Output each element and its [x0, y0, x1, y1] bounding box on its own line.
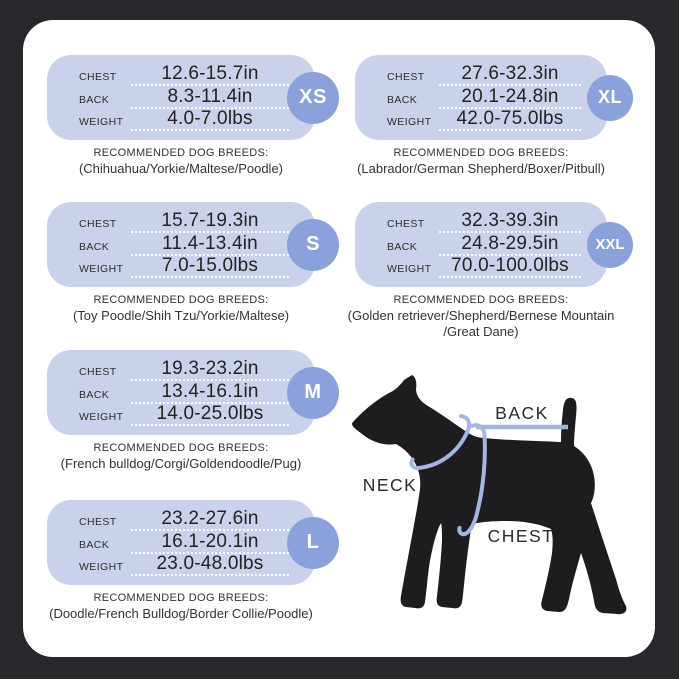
measurement-row-chest: [79, 211, 289, 233]
back-label: BACK: [387, 240, 418, 253]
measurement-row-back: [79, 531, 289, 553]
chest-value: 23.2-27.6in: [161, 508, 259, 530]
size-badge-xl: XL: [587, 75, 633, 121]
breeds-list: (French bulldog/Corgi/Goldendoodle/Pug): [60, 456, 302, 471]
measurement-row-back: [79, 381, 289, 403]
size-section-xxl: [347, 202, 625, 339]
measurement-row-weight: [387, 256, 581, 278]
size-section-s: [47, 202, 320, 324]
weight-label: WEIGHT: [79, 115, 124, 128]
recommended-breeds-l: [31, 591, 331, 622]
dotted-leader: [131, 509, 289, 531]
diagram-back-label: BACK: [495, 403, 549, 423]
measurement-row-back: [387, 86, 581, 108]
weight-value: 42.0-75.0lbs: [456, 107, 564, 129]
weight-value: 7.0-15.0lbs: [161, 254, 259, 276]
recommended-breeds-m: [31, 441, 331, 472]
back-value: 24.8-29.5in: [461, 232, 559, 254]
back-label: BACK: [79, 240, 110, 253]
measurement-row-chest: [387, 64, 581, 86]
weight-value: 70.0-100.0lbs: [451, 254, 569, 276]
breeds-heading: RECOMMENDED DOG BREEDS:: [93, 592, 269, 604]
breeds-heading: RECOMMENDED DOG BREEDS:: [393, 294, 569, 306]
size-badge-xs: XS: [287, 72, 339, 124]
dotted-leader: [439, 86, 581, 108]
breeds-heading: RECOMMENDED DOG BREEDS:: [93, 294, 269, 306]
chest-label: CHEST: [79, 218, 117, 231]
size-badge-l: L: [287, 517, 339, 569]
breeds-list: (Labrador/German Shepherd/Boxer/Pitbull): [357, 161, 605, 176]
size-badge-m: M: [287, 367, 339, 419]
dotted-leader: [439, 109, 581, 131]
chest-label: CHEST: [387, 71, 425, 84]
breeds-list: (Golden retriever/Shepherd/Bernese Mountain /Great Dane): [347, 308, 615, 339]
back-label: BACK: [79, 93, 110, 106]
dotted-leader: [131, 531, 289, 553]
breeds-list: (Doodle/French Bulldog/Border Collie/Poodle): [49, 606, 313, 621]
dog-measurement-diagram: [345, 372, 643, 652]
back-label: BACK: [79, 538, 110, 551]
chest-value: 27.6-32.3in: [461, 63, 559, 85]
size-panel-xl: [355, 55, 622, 140]
breeds-heading: RECOMMENDED DOG BREEDS:: [93, 442, 269, 454]
measurement-row-back: [79, 86, 289, 108]
dotted-leader: [439, 256, 581, 278]
chest-value: 19.3-23.2in: [161, 358, 259, 380]
size-panel-xs: [47, 55, 327, 140]
weight-label: WEIGHT: [79, 560, 124, 573]
measurement-row-weight: [79, 554, 289, 576]
back-value: 11.4-13.4in: [162, 232, 258, 254]
weight-label: WEIGHT: [387, 262, 432, 275]
back-label: BACK: [387, 93, 418, 106]
dotted-leader: [131, 359, 289, 381]
weight-value: 23.0-48.0lbs: [156, 552, 264, 574]
dotted-leader: [131, 109, 289, 131]
measurement-row-weight: [79, 404, 289, 426]
measurement-row-chest: [79, 509, 289, 531]
size-badge-xxl: XXL: [587, 222, 633, 268]
back-label: BACK: [79, 388, 110, 401]
weight-label: WEIGHT: [79, 262, 124, 275]
dotted-leader: [439, 64, 581, 86]
chest-label: CHEST: [387, 218, 425, 231]
size-section-xl: [355, 55, 622, 177]
breeds-list: (Chihuahua/Yorkie/Maltese/Poodle): [78, 161, 284, 176]
size-chart-card: [23, 20, 655, 657]
size-section-xs: [47, 55, 327, 177]
weight-value: 4.0-7.0lbs: [167, 107, 253, 129]
measurement-row-back: [79, 233, 289, 255]
measurement-row-back: [387, 233, 581, 255]
dotted-leader: [439, 211, 581, 233]
dotted-leader: [439, 233, 581, 255]
recommended-breeds-xs: [31, 146, 331, 177]
size-panel-s: [47, 202, 320, 287]
measurement-row-weight: [387, 109, 581, 131]
back-value: 16.1-20.1in: [161, 530, 259, 552]
chest-label: CHEST: [79, 71, 117, 84]
size-section-m: [47, 350, 322, 472]
measurement-row-weight: [79, 256, 289, 278]
breeds-list: (Toy Poodle/Shih Tzu/Yorkie/Maltese): [72, 308, 290, 323]
breeds-heading: RECOMMENDED DOG BREEDS:: [393, 147, 569, 159]
chest-label: CHEST: [79, 516, 117, 529]
chest-value: 15.7-19.3in: [161, 210, 259, 232]
measurement-row-chest: [79, 359, 289, 381]
back-value: 8.3-11.4in: [167, 85, 253, 107]
measurement-row-chest: [79, 64, 289, 86]
weight-label: WEIGHT: [387, 115, 432, 128]
breeds-heading: RECOMMENDED DOG BREEDS:: [93, 147, 269, 159]
dotted-leader: [131, 86, 289, 108]
diagram-neck-label: NECK: [362, 475, 418, 495]
dotted-leader: [131, 381, 289, 403]
back-value: 20.1-24.8in: [461, 85, 559, 107]
diagram-chest-label: CHEST: [487, 526, 555, 546]
chest-label: CHEST: [79, 366, 117, 379]
recommended-breeds-xxl: [331, 293, 631, 339]
size-badge-s: S: [287, 219, 339, 271]
measurement-row-chest: [387, 211, 581, 233]
recommended-breeds-s: [31, 293, 331, 324]
back-value: 13.4-16.1in: [161, 380, 259, 402]
size-panel-xxl: [355, 202, 625, 287]
measurement-row-weight: [79, 109, 289, 131]
dotted-leader: [131, 256, 289, 278]
dotted-leader: [131, 554, 289, 576]
recommended-breeds-xl: [331, 146, 631, 177]
chest-value: 32.3-39.3in: [461, 210, 559, 232]
dotted-leader: [131, 211, 289, 233]
size-panel-l: [47, 500, 320, 585]
dotted-leader: [131, 404, 289, 426]
chest-value: 12.6-15.7in: [161, 63, 259, 85]
size-section-l: [47, 500, 320, 622]
weight-label: WEIGHT: [79, 410, 124, 423]
size-panel-m: [47, 350, 322, 435]
dotted-leader: [131, 64, 289, 86]
dotted-leader: [131, 233, 289, 255]
weight-value: 14.0-25.0lbs: [156, 402, 264, 424]
